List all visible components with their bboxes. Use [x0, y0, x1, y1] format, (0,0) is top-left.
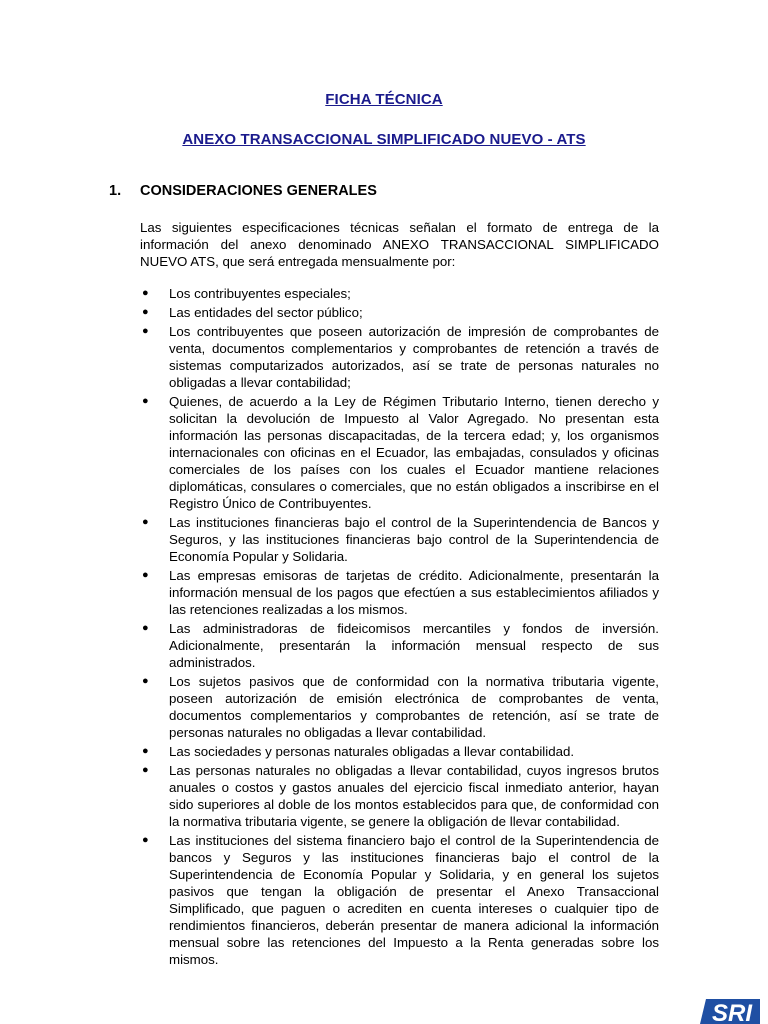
- list-item-text: Las entidades del sector público;: [169, 305, 363, 320]
- document-title: FICHA TÉCNICA: [325, 91, 443, 108]
- list-item-text: Quienes, de acuerdo a la Ley de Régimen Tributario Interno, tienen derecho y solicitan la devolución de Impuesto al Valor Agregado. No presentan esta información las personas discapacitadas, de la tercera edad; y, los organismos internacionales con oficinas en el Ecuador, las embajadas, consulados y oficinas comerciales de los países con los cuales el Ecuador mantiene relaciones diplomáticas, consulares o comerciales, que no están obligados a inscribirse en el Registro Único de Contribuyentes.: [169, 394, 659, 511]
- list-item-text: Los contribuyentes que poseen autorización de impresión de comprobantes de venta, documentos complementarios y comprobantes de retención a través de sistemas computarizados autorizados, así se trate de personas naturales no obligadas a llevar contabilidad;: [169, 324, 659, 390]
- list-item: [140, 743, 659, 760]
- list-item-text: Las instituciones del sistema financiero bajo el control de la Superintendencia de bancos y Seguros y las instituciones financieras bajo el control de la Superintendencia de Economía Popular y Solidaria, y en general los sujetos pasivos que tengan la obligación de presentar el Anexo Transaccional Simplificado, que paguen o acrediten en cuenta intereses o cualquier tipo de rendimientos financieros, deberán presentar de manera adicional la información mensual sobre las retenciones del Impuesto a la Renta generadas sobre los mismos.: [169, 833, 659, 967]
- list-item-text: Las instituciones financieras bajo el control de la Superintendencia de Bancos y Seguros, y las instituciones financieras bajo control de la Superintendencia de Economía Popular y Solidaria.: [169, 515, 659, 564]
- document-subtitle: ANEXO TRANSACCIONAL SIMPLIFICADO NUEVO - ATS: [182, 131, 586, 148]
- bullet-icon: ●: [142, 745, 149, 757]
- list-item-text: Los sujetos pasivos que de conformidad con la normativa tributaria vigente, poseen autorización de emisión electrónica de comprobantes de venta, documentos complementarios y comprobantes de retención, así se trate de personas naturales no obligadas a llevar contabilidad.: [169, 674, 659, 740]
- section-heading: [109, 183, 377, 199]
- list-item-text: Los contribuyentes especiales;: [169, 286, 351, 301]
- list-item: [140, 323, 659, 391]
- section-title: CONSIDERACIONES GENERALES: [140, 183, 377, 199]
- bullet-icon: ●: [142, 675, 149, 687]
- list-item-text: Las empresas emisoras de tarjetas de crédito. Adicionalmente, presentarán la información mensual de los pagos que efectúen a sus establecimientos afiliados y las retenciones realizadas a los mismos.: [169, 568, 659, 617]
- list-item: [140, 304, 659, 321]
- list-item: [140, 567, 659, 618]
- list-item-text: Las sociedades y personas naturales obligadas a llevar contabilidad.: [169, 744, 575, 759]
- section-number: 1.: [109, 183, 122, 199]
- bullet-icon: ●: [142, 306, 149, 318]
- bullet-list: [140, 285, 659, 970]
- list-item: [140, 285, 659, 302]
- sri-logo-text: SRI: [712, 1000, 753, 1024]
- sri-logo: [700, 997, 760, 1024]
- list-item: [140, 762, 659, 830]
- list-item: [140, 393, 659, 512]
- list-item-text: Las personas naturales no obligadas a llevar contabilidad, cuyos ingresos brutos anuales o costos y gastos anuales del ejercicio fiscal inmediato anterior, hayan sido superiores al doble de los montos establecidos para que, de conformidad con la normativa tributaria vigente, se genere la obligación de llevar contabilidad.: [169, 763, 659, 829]
- bullet-icon: ●: [142, 395, 149, 407]
- bullet-icon: ●: [142, 325, 149, 337]
- list-item: [140, 514, 659, 565]
- list-item: [140, 620, 659, 671]
- bullet-icon: ●: [142, 622, 149, 634]
- list-item-text: Las administradoras de fideicomisos mercantiles y fondos de inversión. Adicionalmente, presentarán la información mensual respecto de sus administrados.: [169, 621, 659, 670]
- list-item: [140, 832, 659, 968]
- bullet-icon: ●: [142, 287, 149, 299]
- bullet-icon: ●: [142, 764, 149, 776]
- bullet-icon: ●: [142, 516, 149, 528]
- bullet-icon: ●: [142, 569, 149, 581]
- list-item: [140, 673, 659, 741]
- intro-paragraph: Las siguientes especificaciones técnicas señalan el formato de entrega de la información del anexo denominado ANEXO TRANSACCIONAL SIMPLIFICADO NUEVO ATS, que será entregada mensualmente por:: [140, 220, 659, 269]
- bullet-icon: ●: [142, 834, 149, 846]
